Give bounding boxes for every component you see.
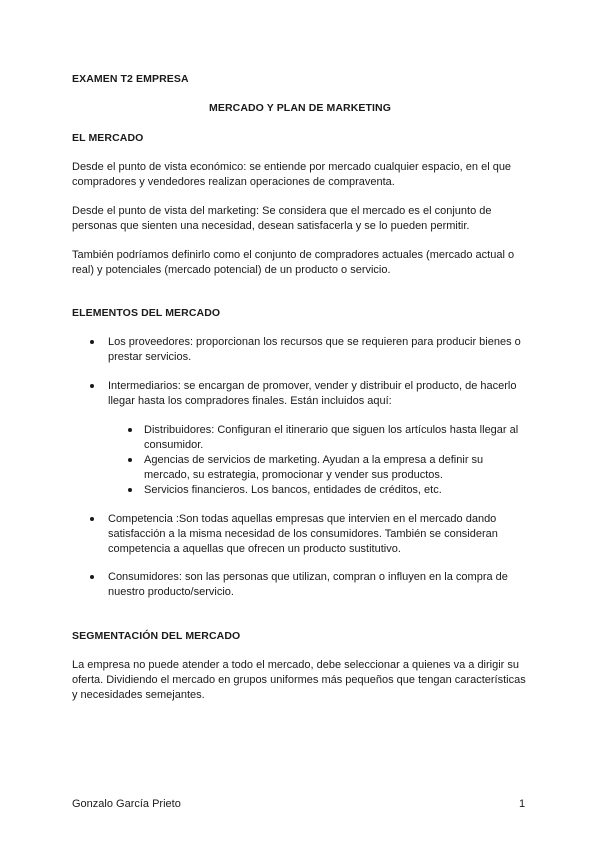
section-heading-segmentacion: SEGMENTACIÓN DEL MERCADO (72, 630, 241, 642)
exam-title: EXAMEN T2 EMPRESA (72, 73, 189, 85)
bullet-icon (128, 458, 132, 462)
sublist-item-text: Agencias de servicios de marketing. Ayudan a la empresa a definir su mercado, su estrategia, promocionar y vender sus productos. (144, 454, 484, 481)
footer-author: Gonzalo García Prieto (72, 798, 181, 810)
sublist-item-text: Servicios financieros. Los bancos, entidades de créditos, etc. (144, 484, 442, 496)
list-item-text: Intermediarios: se encargan de promover, vender y distribuir el producto, de hacerlo llegar hasta los compradores finales. Están incluidos aquí: (108, 380, 517, 407)
bullet-icon (90, 575, 94, 579)
sublist-item-text: Distribuidores: Configuran el itinerario que siguen los artículos hasta llegar al consumidor. (144, 424, 519, 451)
paragraph-definition: También podríamos definirlo como el conjunto de compradores actuales (mercado actual o real) y potenciales (mercado potencial) de un producto o servicio. (72, 249, 515, 276)
section-heading-mercado: EL MERCADO (72, 132, 144, 144)
section-heading-elementos: ELEMENTOS DEL MERCADO (72, 307, 221, 319)
paragraph-economic: Desde el punto de vista económico: se entiende por mercado cualquier espacio, en el que compradores y vendedores realizan operaciones de compraventa. (72, 161, 512, 188)
bullet-icon (128, 428, 132, 432)
list-item-text: Competencia :Son todas aquellas empresas que intervien en el mercado dando satisfacción a la misma necesidad de los consumidores. También se consideran competencia a aquellas que ofrecen un producto sustitutivo. (108, 513, 498, 555)
bullet-icon (90, 340, 94, 344)
bullet-icon (90, 517, 94, 521)
paragraph-marketing: Desde el punto de vista del marketing: Se considera que el mercado es el conjunto de personas que sienten una necesidad, desean satisfacerla y se lo pueden permitir. (72, 205, 492, 232)
list-item-text: Consumidores: son las personas que utilizan, compran o influyen en la compra de nuestro producto/servicio. (108, 571, 508, 598)
paragraph-segmentation: La empresa no puede atender a todo el mercado, debe seleccionar a quienes va a dirigir su oferta. Dividiendo el mercado en grupos uniformes más pequeños que tengan características y necesidades semejantes. (72, 659, 526, 701)
list-item-text: Los proveedores: proporcionan los recursos que se requieren para producir bienes o prestar servicios. (108, 336, 521, 363)
bullet-icon (128, 488, 132, 492)
bullet-icon (90, 384, 94, 388)
footer-page-number: 1 (519, 798, 526, 810)
page-title: MERCADO Y PLAN DE MARKETING (209, 102, 391, 114)
